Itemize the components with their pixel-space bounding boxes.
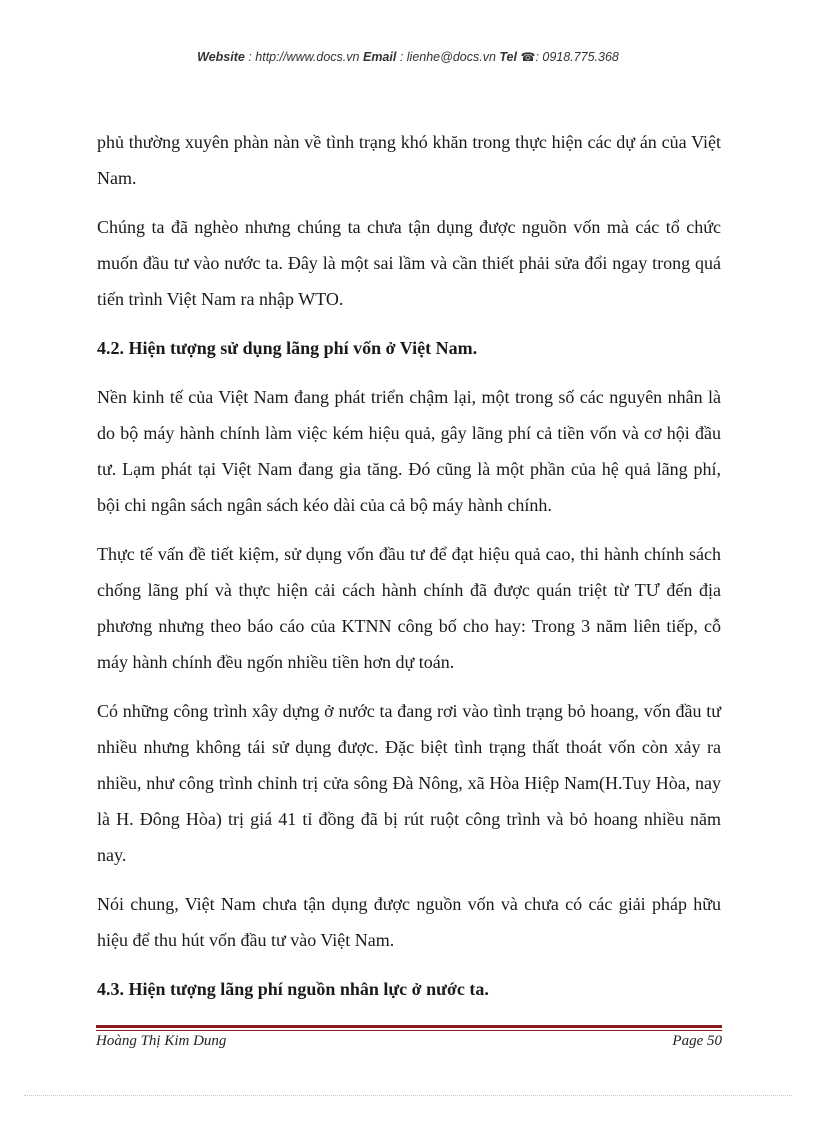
section-heading-4-3: 4.3. Hiện tượng lãng phí nguồn nhân lực ở nước ta. — [97, 979, 489, 999]
paragraph-6: Nói chung, Việt Nam chưa tận dụng được nguồn vốn và chưa có các giải pháp hữu hiệu để thu hút vốn đầu tư vào Việt Nam. — [97, 894, 721, 950]
tel-label: Tel — [499, 50, 517, 64]
footer-page-number: Page 50 — [672, 1033, 722, 1049]
paragraph-2: Chúng ta đã nghèo nhưng chúng ta chưa tận dụng được nguồn vốn mà các tổ chức muốn đầu tư vào nước ta. Đây là một sai lầm và cần thiết phải sửa đổi ngay trong quá tiến trình Việt Nam ra nhập WTO. — [97, 217, 721, 309]
website-label: Website — [197, 50, 245, 64]
footer-rule — [96, 1025, 722, 1028]
page-edge-divider — [24, 1095, 792, 1096]
tel-value: : 0918.775.368 — [535, 50, 619, 64]
footer-rule-thin — [96, 1030, 722, 1031]
document-body — [97, 124, 721, 1020]
paragraph-5: Có những công trình xây dựng ở nước ta đang rơi vào tình trạng bỏ hoang, vốn đầu tư nhiều nhưng không tái sử dụng được. Đặc biệt tình trạng thất thoát vốn còn xảy ra nhiều, như công trình chỉnh trị cửa sông Đà Nông, xã Hòa Hiệp Nam(H.Tuy Hòa, nay là H. Đông Hòa) trị giá 41 tỉ đồng đã bị rút ruột công trình và bỏ hoang nhiều năm nay. — [97, 701, 721, 865]
paragraph-4: Thực tế vấn đề tiết kiệm, sử dụng vốn đầu tư để đạt hiệu quả cao, thi hành chính sách chống lãng phí và thực hiện cải cách hành chính đã được quán triệt từ TƯ đến địa phương nhưng theo báo cáo của KTNN công bố cho hay: Trong 3 năm liên tiếp, cỗ máy hành chính đều ngốn nhiều tiền hơn dự toán. — [97, 544, 721, 672]
email-value: : lienhe@docs.vn — [399, 50, 496, 64]
page-header — [0, 50, 816, 64]
phone-icon: ☎ — [520, 50, 536, 64]
paragraph-1: phủ thường xuyên phàn nàn về tình trạng khó khăn trong thực hiện các dự án của Việt Nam. — [97, 132, 721, 188]
paragraph-3: Nền kinh tế của Việt Nam đang phát triển chậm lại, một trong số các nguyên nhân là do bộ máy hành chính làm việc kém hiệu quả, gây lãng phí cả tiền vốn và cơ hội đầu tư. Lạm phát tại Việt Nam đang gia tăng. Đó cũng là một phần của hệ quả lãng phí, bội chi ngân sách ngân sách kéo dài của cả bộ máy hành chính. — [97, 387, 721, 515]
website-value: : http://www.docs.vn — [248, 50, 360, 64]
footer-author: Hoàng Thị Kim Dung — [96, 1033, 227, 1049]
page-footer — [96, 1033, 722, 1050]
email-label: Email — [362, 50, 397, 64]
section-heading-4-2: 4.2. Hiện tượng sử dụng lãng phí vốn ở Việt Nam. — [97, 338, 478, 358]
